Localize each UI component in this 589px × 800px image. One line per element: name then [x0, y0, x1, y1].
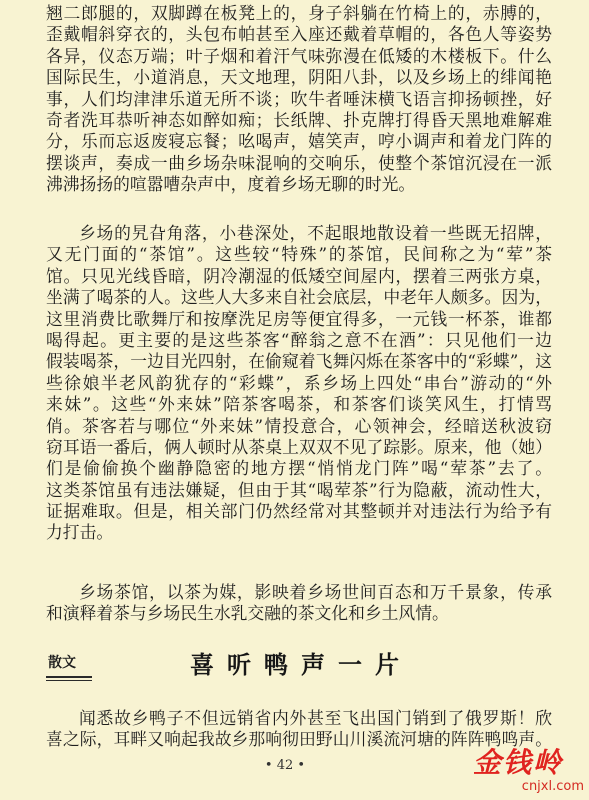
paragraph-new-essay-opening	[46, 708, 552, 751]
watermark-domain: cnjxl.com	[521, 779, 584, 794]
text-line: 这类茶馆虽有违法嫌疑，但由于其“喝荤茶”行为隐蔽，流动性大，	[46, 479, 552, 500]
text-line: 奇者洗耳恭听神态如醉如痴；长纸牌、扑克牌打得昏天黑地难解难	[46, 109, 552, 130]
text-line: 又无门面的“茶馆”。这些较“特殊”的茶馆，民间称之为“荤”茶	[46, 244, 552, 265]
text-line: 假装喝茶，一边目光四射，在偷窥着飞舞闪烁在茶客中的“彩蝶”，这	[46, 351, 552, 372]
section-category-label: 散文	[48, 655, 76, 671]
text-line: 和演释着茶与乡场民生水乳交融的茶文化和乡土风情。	[46, 603, 449, 624]
text-line: 翘二郎腿的，双脚蹲在板凳上的，身子斜躺在竹椅上的，赤膊的，	[46, 3, 552, 23]
site-watermark	[452, 746, 584, 796]
paragraph-conclusion	[46, 582, 552, 625]
paragraph-special-teahouses	[46, 223, 552, 544]
text-line: 乡场的旯旮角落，小巷深处，不起眼地散设着一些既无招牌，	[79, 223, 552, 243]
text-line: 馆。只见光线昏暗，阴冷潮湿的低矮空间屋内，摆着三两张方桌，	[46, 265, 552, 286]
text-line: 们是偷偷换个幽静隐密的地方摆“悄悄龙门阵”喝“荤茶”去了。	[46, 458, 552, 479]
text-line: 来妹”。这些“外来妹”陪茶客喝茶，和茶客们谈笑风生，打情骂	[46, 394, 552, 415]
text-line: 分，乐而忘返废寝忘餐；吆喝声，嬉笑声，哼小调声和着龙门阵的	[46, 131, 552, 152]
text-line: 事，人们均津津乐道无所不谈；吹牛者唾沫横飞语言抑扬顿挫，好	[46, 88, 552, 109]
text-line: 歪戴帽斜穿衣的，头包布帕甚至入座还戴着草帽的，各色人等姿势	[46, 24, 552, 45]
text-line: 坐满了喝茶的人。这些人大多来自社会底层，中老年人颇多。因为，	[46, 287, 552, 308]
text-line: 证据难取。但是，相关部门仍然经常对其整顿并对违法行为给予有	[46, 501, 552, 522]
text-line: 窃耳语一番后，俩人顿时从茶桌上双双不见了踪影。原来，他（她）	[46, 436, 552, 457]
section-rule	[46, 680, 92, 681]
page-number: • 42 •	[264, 758, 306, 773]
text-line: 力打击。	[46, 522, 114, 543]
text-line: 沸沸扬扬的喧嚣嘈杂声中，度着乡场无聊的时光。	[46, 174, 416, 195]
text-line: 喜之际，耳畔又响起我故乡那响彻田野山川溪流河塘的阵阵鸭鸣声。	[46, 729, 552, 750]
text-line: 国际民生，小道消息，天文地理，阴阳八卦，以及乡场上的绯闻艳	[46, 67, 552, 88]
section-heading	[46, 646, 552, 690]
text-line: 些徐娘半老风韵犹存的“彩蝶”，系乡场上四处“串台”游动的“外	[46, 372, 552, 393]
paragraph-teahouse-scene	[46, 3, 552, 196]
text-line: 摆谈声，奏成一曲乡场杂味混响的交响乐，使整个茶馆沉浸在一派	[46, 152, 552, 173]
section-title: 喜听鸭声一片	[190, 650, 412, 679]
text-line: 俏。茶客若与哪位“外来妹”情投意合，心领神会，经暗送秋波窃	[46, 415, 552, 436]
watermark-logo: 金钱岭	[472, 746, 563, 779]
text-line: 乡场茶馆，以茶为媒，影映着乡场世间百态和万千景象，传承	[79, 582, 552, 602]
section-rule	[46, 676, 92, 678]
text-line: 各异，仪态万端；叶子烟和着汗气味弥漫在低矮的木楼板下。什么	[46, 45, 552, 66]
text-line: 这里消费比歌舞厅和按摩洗足房等便宜得多，一元钱一杯茶，谁都	[46, 308, 552, 329]
text-line: 闻悉故乡鸭子不但远销省内外甚至飞出国门销到了俄罗斯！欣	[79, 708, 552, 728]
text-line: 喝得起。更主要的是这些茶客“醉翁之意不在酒”：只见他们一边	[46, 329, 552, 350]
